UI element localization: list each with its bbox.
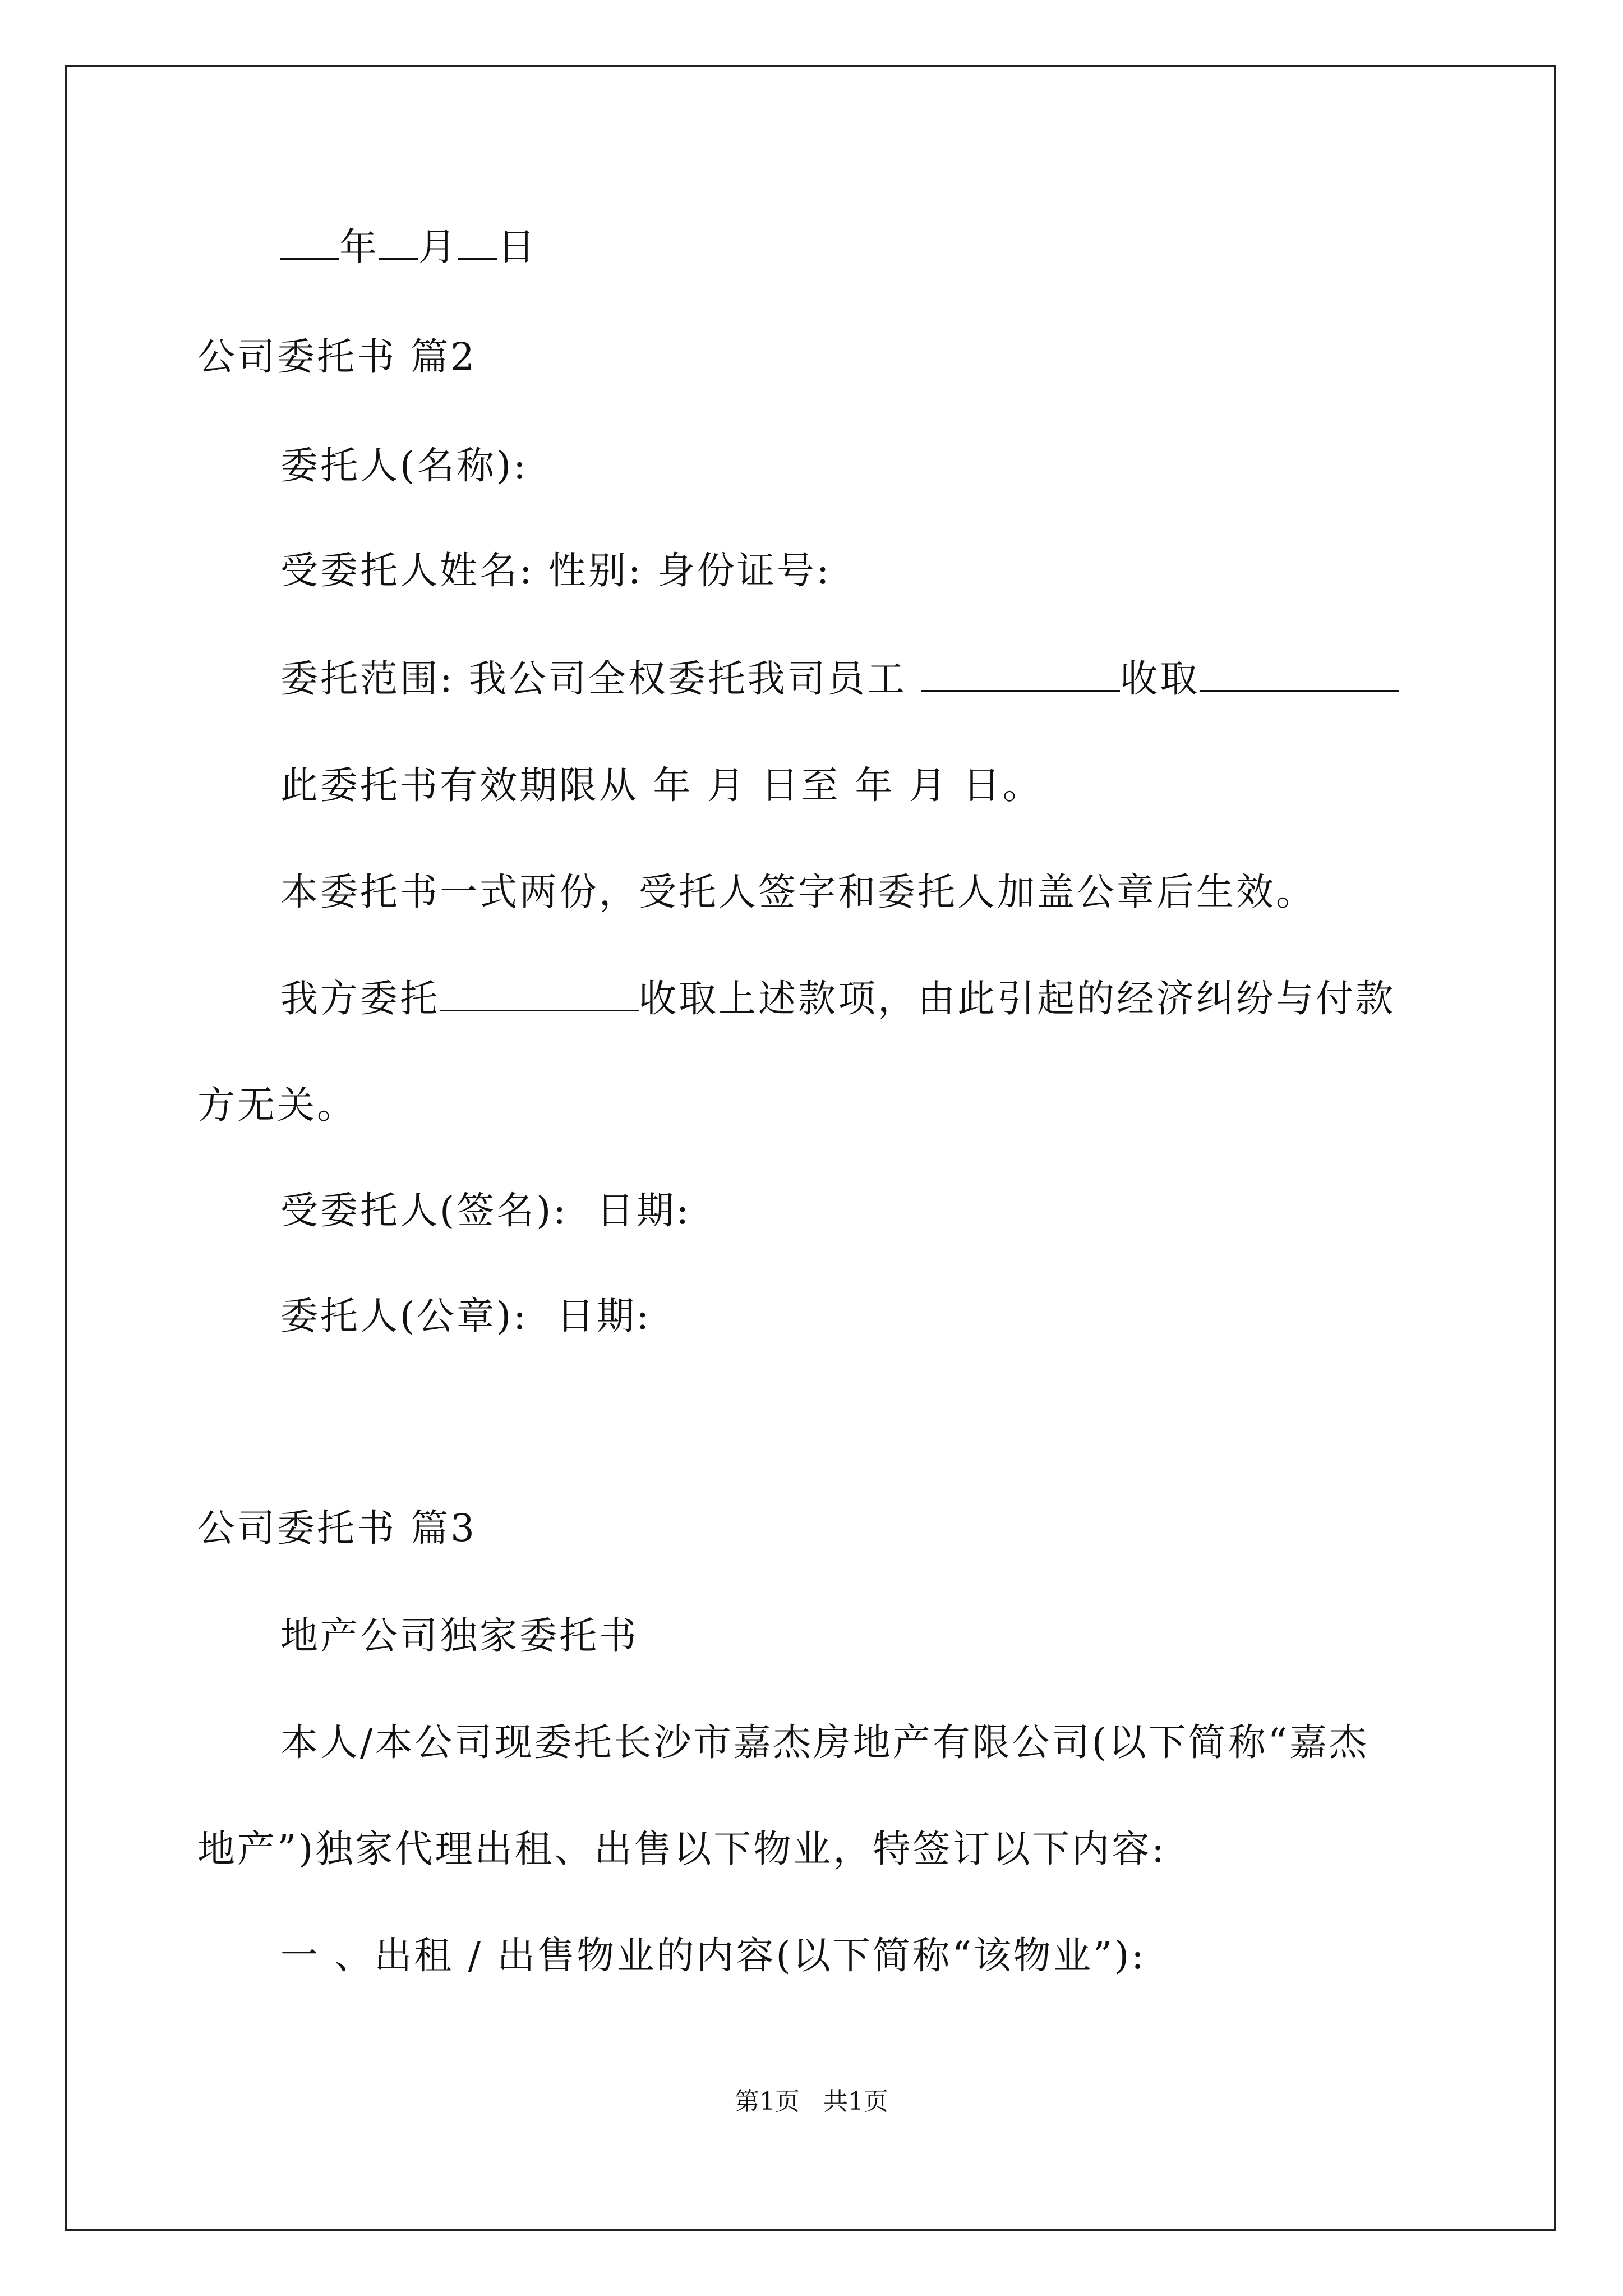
section3-title: 地产公司独家委托书: [280, 1614, 639, 1658]
collect-blank: [440, 976, 639, 1011]
month-blank: [379, 224, 418, 260]
principal-line: 委托人(名称):: [280, 444, 528, 487]
copies-line: 本委托书一式两份，受托人签字和委托人加盖公章后生效。: [280, 870, 1316, 914]
day-blank: [458, 224, 497, 260]
section2-heading: 公司委托书 篇2: [197, 335, 477, 379]
validity-line: 此委托书有效期限从 年 月 日至 年 月 日。: [280, 763, 1043, 807]
year-label: 年: [339, 225, 379, 269]
agent-sign-line: 受委托人(签名): 日期:: [280, 1189, 691, 1232]
para1-line2: 地产”)独家代理出租、出售以下物业，特签订以下内容:: [197, 1827, 1166, 1871]
collect-suffix: 收取上述款项，由此引起的经济纠纷与付款: [639, 977, 1395, 1020]
scope-blank-2: [1200, 656, 1399, 692]
page-footer: 第1页 共1页: [735, 2087, 888, 2116]
scope-prefix: 委托范围: 我公司全权委托我司员工: [280, 657, 907, 701]
month-label: 月: [418, 225, 458, 269]
section3-heading: 公司委托书 篇3: [197, 1506, 477, 1550]
scope-blank-1: [921, 656, 1120, 692]
date-line: [280, 224, 537, 269]
collect-prefix: 我方委托: [280, 977, 440, 1020]
agent-info-line: 受委托人姓名: 性别: 身份证号:: [280, 549, 832, 592]
year-blank: [280, 224, 339, 260]
page-border: [65, 65, 1556, 2231]
scope-mid: 收取: [1120, 657, 1200, 701]
para1-line1: 本人/本公司现委托长沙市嘉杰房地产有限公司(以下简称“嘉杰: [280, 1720, 1369, 1764]
item1-line: 一 、出租 / 出售物业的内容(以下简称“该物业”):: [280, 1934, 1146, 1977]
day-label: 日: [497, 225, 537, 269]
principal-seal-line: 委托人(公章): 日期:: [280, 1294, 652, 1338]
collect-line: [280, 976, 1395, 1021]
scope-line: [280, 656, 1399, 701]
collect-end-line: 方无关。: [197, 1083, 357, 1127]
